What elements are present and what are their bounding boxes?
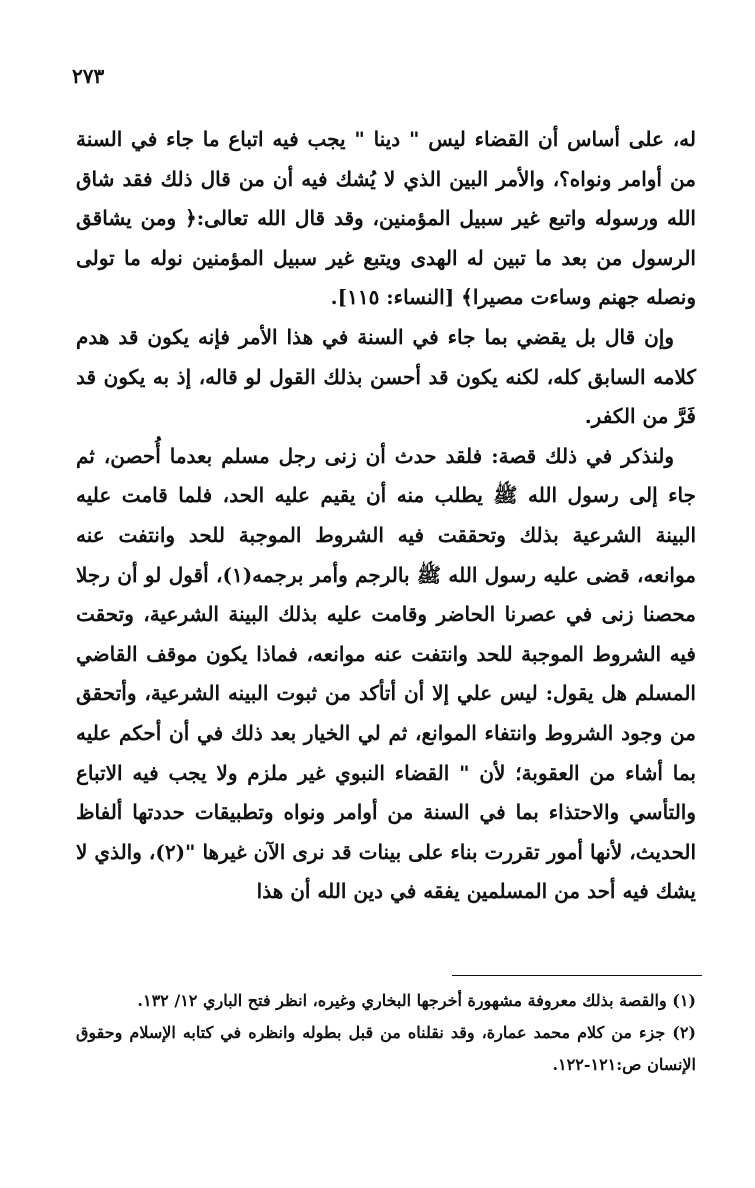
- footnote-1: (١) والقصة بذلك معروفة مشهورة أخرجها البخاري وغيره، انظر فتح الباري ١٢/ ١٣٢.: [137, 991, 696, 1010]
- paragraph-2: وإن قال بل يقضي بما جاء في السنة في هذا الأمر فإنه يكون قد هدم كلامه السابق كله، لكنه يكون قد أحسن بذلك القول لو قاله، إذ به يكون قد فَرَّ من الكفر.: [76, 324, 696, 429]
- main-text: [76, 120, 696, 912]
- page-number: ٢٧٣: [72, 64, 105, 88]
- footnotes: [76, 985, 696, 1081]
- footnote-2: (٢) جزء من كلام محمد عمارة، وقد نقلناه من قبل بطوله وانظره في كتابه الإسلام وحقوق الإنسان ص:١٢١-١٢٢.: [76, 1023, 696, 1074]
- paragraph-3: ولنذكر في ذلك قصة: فلقد حدث أن زنى رجل مسلم بعدما أُحصن، ثم جاء إلى رسول الله ﷺ يطلب منه أن يقيم عليه الحد، فلما قامت عليه البينة الشرعية بذلك وتحققت فيه الشروط الموجبة للحد وانتفت عنه موانعه، قضى عليه رسول الله ﷺ بالرجم وأمر برجمه(١)، أقول لو أن رجلا محصنا زنى في عصرنا الحاضر وقامت عليه بذلك البينة الشرعية، وتحقت فيه الشروط الموجبة للحد وانتفت عنه موانعه، فماذا يكون موقف القاضي المسلم هل يقول: ليس علي إلا أن أتأكد من ثبوت البينه الشرعية، وأتحقق من وجود الشروط وانتفاء الموانع، ثم لي الخيار بعد ذلك في أن أحكم عليه بما أشاء من العقوبة؛ لأن " القضاء النبوي غير ملزم ولا يجب فيه الاتباع والتأسي والاحتذاء بما في السنة من أوامر ونواه وتطبيقات حددتها ألفاظ الحديث، لأنها أمور تقررت بناء على بينات قد نرى الآن غيرها "(٢)، والذي لا يشك فيه أحد من المسلمين يفقه في دين الله أن هذا: [76, 443, 697, 904]
- paragraph-1: له، على أساس أن القضاء ليس " دينا " يجب فيه اتباع ما جاء في السنة من أوامر ونواه؟، والأمر البين الذي لا يُشك فيه أن من قال ذلك فقد شاق الله ورسوله واتبع غير سبيل المؤمنين، وقد قال الله تعالى:﴿ ومن يشاقق الرسول من بعد ما تبين له الهدى ويتبع غير سبيل المؤمنين نوله ما تولى ونصله جهنم وساءت مصيرا﴾ [النساء: ١١٥].: [76, 127, 696, 310]
- footnote-divider: [452, 975, 702, 976]
